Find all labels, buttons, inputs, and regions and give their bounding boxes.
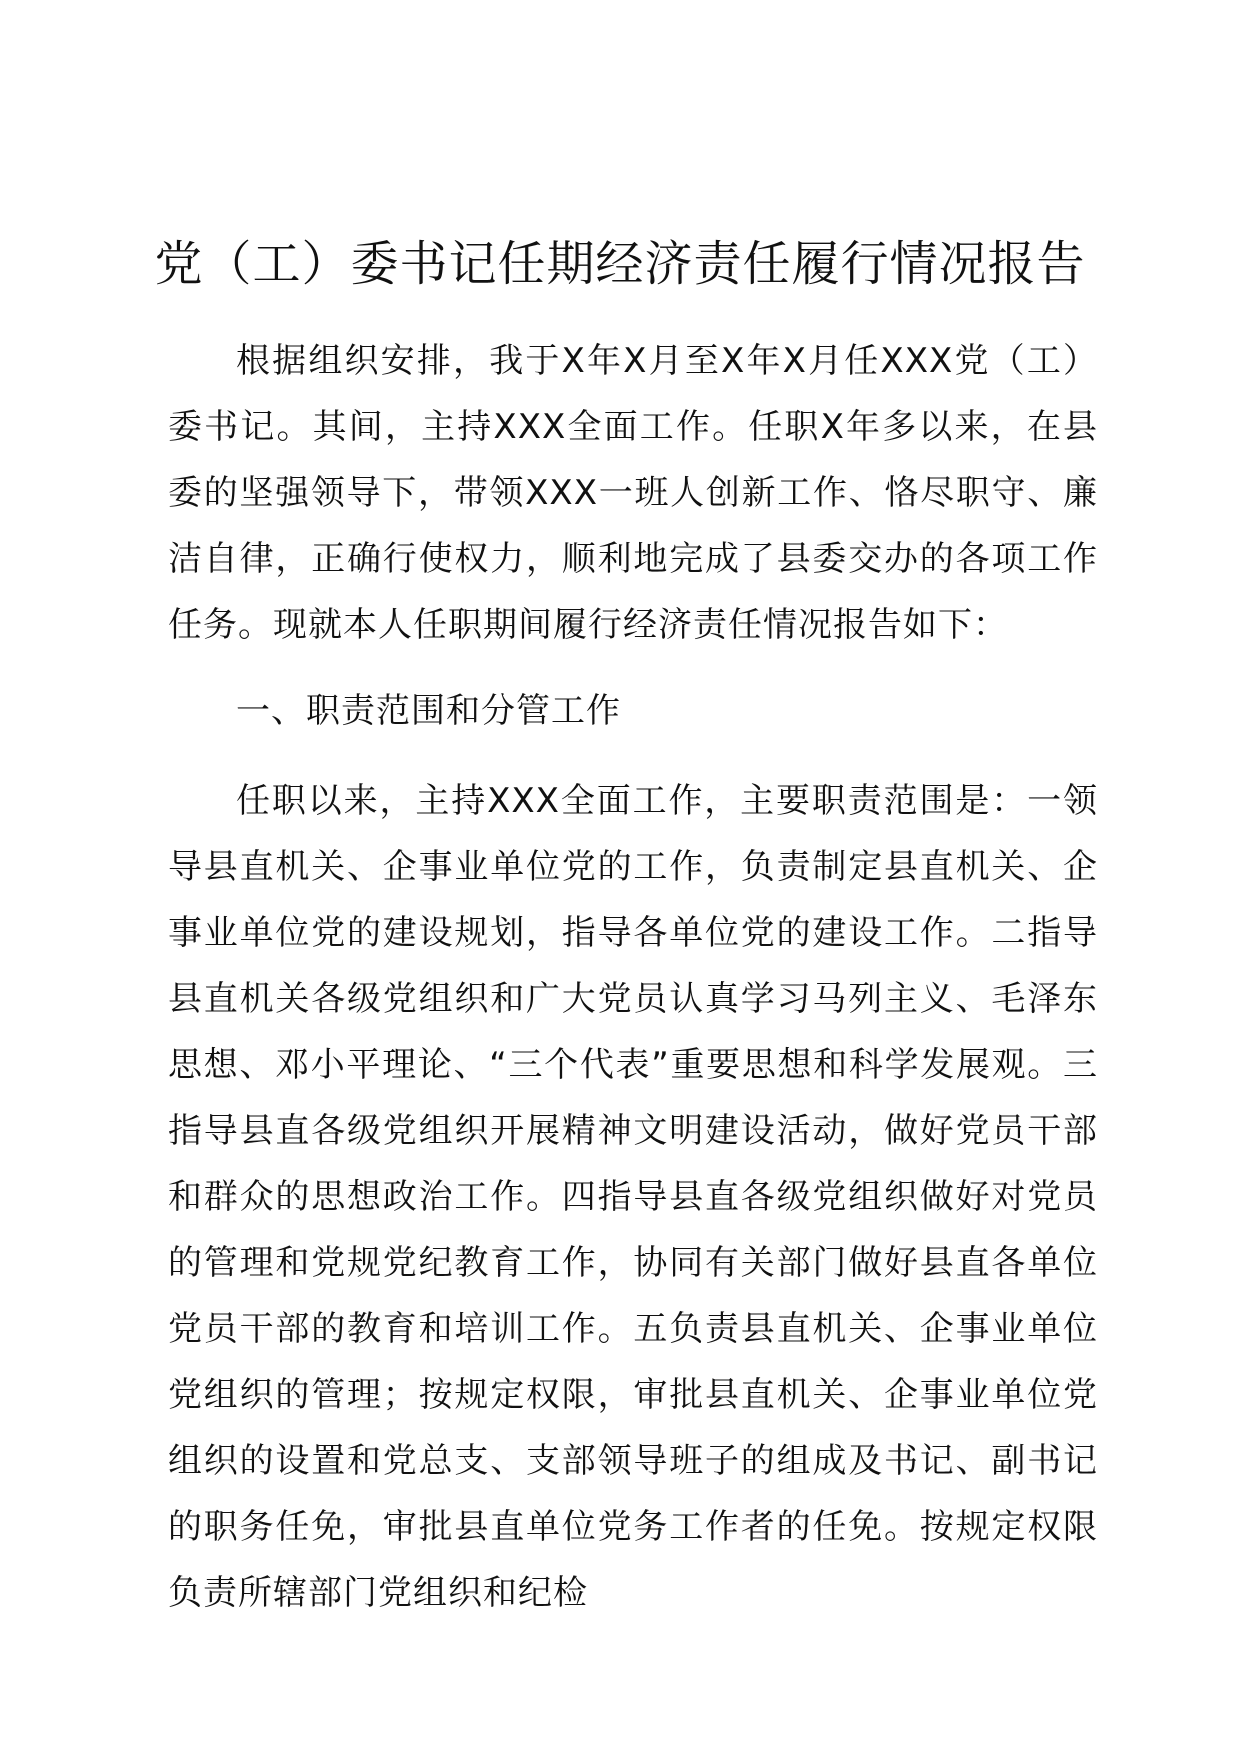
intro-paragraph: 根据组织安排，我于X年X月至X年X月任XXX党（工）委书记。其间，主持XXX全面工作。任职X年多以来，在县委的坚强领导下，带领XXX一班人创新工作、恪尽职守、廉洁自律，正确行使权力，顺利地完成了县委交办的各项工作任务。现就本人任职期间履行经济责任情况报告如下： [168, 341, 1098, 645]
document-body [168, 328, 1098, 1626]
section-heading: 一、职责范围和分管工作 [236, 691, 621, 731]
document-title: 党（工）委书记任期经济责任履行情况报告 [154, 236, 1086, 292]
responsibilities-paragraph: 任职以来，主持XXX全面工作，主要职责范围是：一领导县直机关、企事业单位党的工作，负责制定县直机关、企事业单位党的建设规划，指导各单位党的建设工作。二指导县直机关各级党组织和广大党员认真学习马列主义、毛泽东思想、邓小平理论、“三个代表”重要思想和科学发展观。三指导县直各级党组织开展精神文明建设活动，做好党员干部和群众的思想政治工作。四指导县直各级党组织做好对党员的管理和党规党纪教育工作，协同有关部门做好县直各单位党员干部的教育和培训工作。五负责县直机关、企事业单位党组织的管理；按规定权限，审批县直机关、企事业单位党组织的设置和党总支、支部领导班子的组成及书记、副书记的职务任免，审批县直单位党务工作者的任免。按规定权限负责所辖部门党组织和纪检 [168, 781, 1098, 1613]
